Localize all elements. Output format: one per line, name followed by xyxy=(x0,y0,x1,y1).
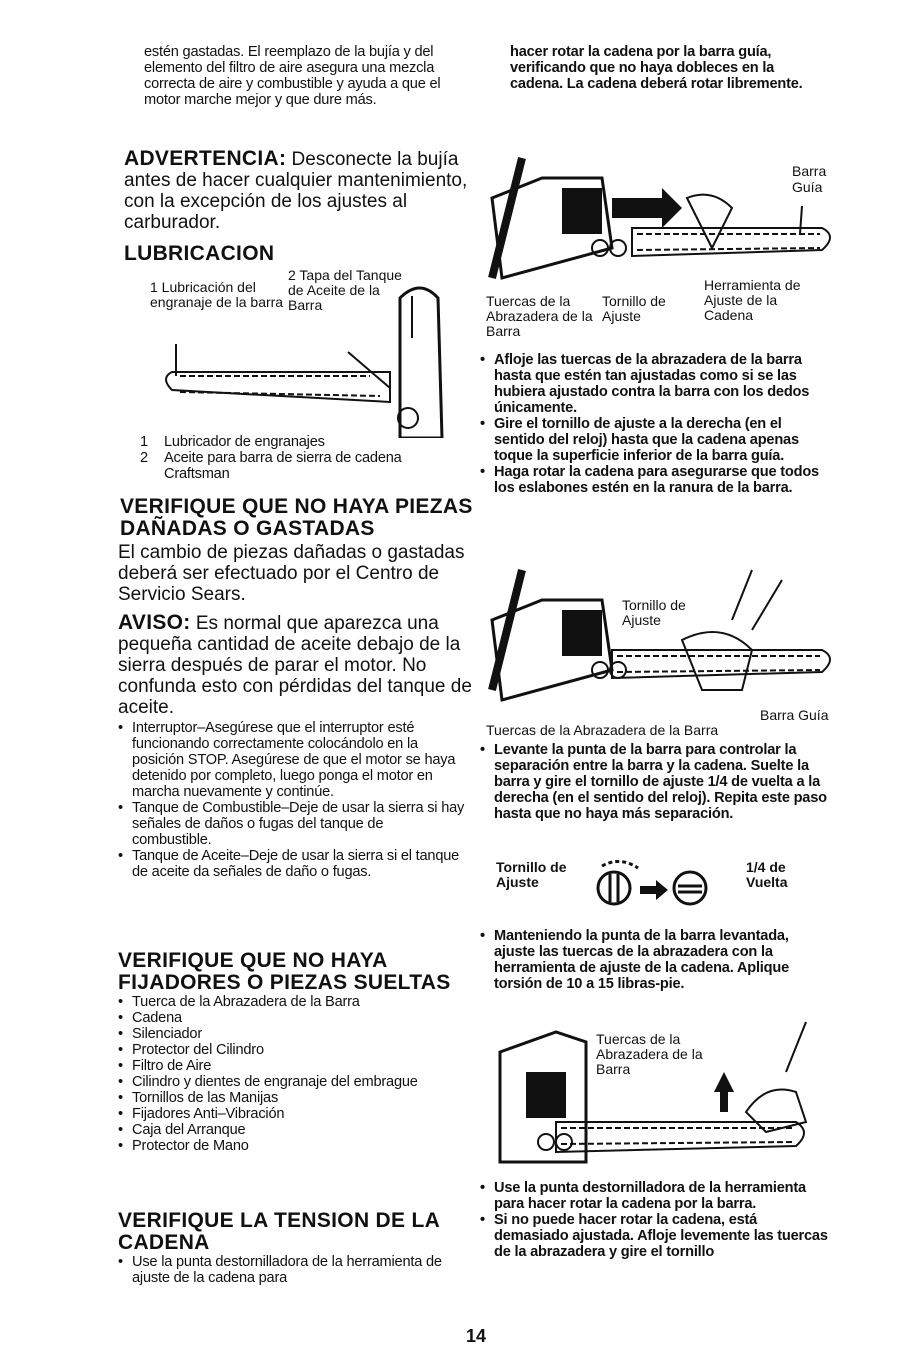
fig1-label-guia: Guía xyxy=(792,179,823,195)
lub-list-text: Lubricador de engranajes xyxy=(164,434,325,450)
lubrication-heading: LUBRICACION xyxy=(124,242,275,265)
lub-label-1: 1 Lubricación del engranaje de la barra xyxy=(150,279,284,310)
warning-keyword: ADVERTENCIA: xyxy=(124,147,287,170)
lub-list-number: 2 xyxy=(140,450,148,466)
list-item: • Filtro de Aire xyxy=(118,1058,418,1074)
adjustment-figure-2 xyxy=(482,560,842,740)
fig3-label-vuelta: 1/4 de Vuelta xyxy=(746,859,788,890)
adjustment-figure-1 xyxy=(482,138,842,358)
notice-text: Es normal que aparezca una pequeña cantidad de aceite debajo de la sierra después de parar el motor. No confunda esto con pérdidas del tanque de aceite. xyxy=(118,613,472,718)
list-item: • Afloje las tuercas de la abrazadera de la barra hasta que estén tan ajustadas como si se las hubiera ajustado contra la barra con los dedos únicamente. xyxy=(480,352,832,416)
fig1-label-tuercas: Tuercas de la Abrazadera de la Barra xyxy=(486,293,593,339)
list-item: • Manteniendo la punta de la barra levantada, ajuste las tuercas de la abrazadera con la herramienta de ajuste de la cadena. Aplique torsión de 10 a 15 libras-pie. xyxy=(480,928,832,992)
list-item: • Levante la punta de la barra para controlar la separación entre la barra y la cadena. Suelte la barra y gire el tornillo de ajuste 1/4 de vuelta a la derecha (en el sentido del reloj). Repita este paso hasta que no haya más separación. xyxy=(480,742,832,822)
intro-paragraph: estén gastadas. El reemplazo de la bujía y del elemento del filtro de aire asegura una mezcla correcta de aire y combustible y ayuda a que el motor marche mejor y que dure más. xyxy=(144,44,441,108)
tension-heading: VERIFIQUE LA TENSION DE LA CADENA xyxy=(118,1209,440,1254)
notice-keyword: AVISO: xyxy=(118,611,191,634)
lubrication-figure xyxy=(150,268,450,438)
list-item: • Haga rotar la cadena para asegurarse que todos los eslabones estén en la ranura de la barra. xyxy=(480,464,832,496)
fig2-label-tornillo: Tornillo de Ajuste xyxy=(622,597,686,628)
adjust-bullets-4 xyxy=(480,1180,832,1260)
adjustment-figure-3 xyxy=(490,856,830,912)
worn-parts-heading: VERIFIQUE QUE NO HAYA PIEZAS DAÑADAS O GASTADAS xyxy=(120,495,473,540)
adjust-bullets-3 xyxy=(480,928,832,992)
lub-list-item-1 xyxy=(140,434,440,450)
fig3-label-tornillo: Tornillo de Ajuste xyxy=(496,859,567,890)
lubrication-list xyxy=(140,434,440,482)
loose-parts-bullets xyxy=(118,994,418,1154)
list-item: • Interruptor–Asegúrese que el interruptor esté funcionando correctamente colocándolo en la posición STOP. Asegúrese de que el motor se haya detenido por completo, luego ponga el motor en marcha nuevamente y continúe. xyxy=(118,720,466,800)
fig2-label-tuercas: Tuercas de la Abrazadera de la Barra xyxy=(486,722,719,738)
adjustment-figure-4 xyxy=(496,1012,816,1172)
adjust-bullets-2 xyxy=(480,742,832,822)
fig1-label-barra: Barra xyxy=(792,163,827,179)
lub-label-2: 2 Tapa del Tanque de Aceite de la Barra xyxy=(288,267,402,313)
list-item: • Tanque de Combustible–Deje de usar la sierra si hay señales de daños o fugas del tanque de combustible. xyxy=(118,800,466,848)
loose-parts-heading: VERIFIQUE QUE NO HAYA FIJADORES O PIEZAS SUELTAS xyxy=(118,949,451,994)
warning-paragraph xyxy=(124,148,476,233)
warning-text: Desconecte la bujía antes de hacer cualquier mantenimiento, con la excepción de los ajustes al carburador. xyxy=(124,149,468,233)
worn-parts-text: El cambio de piezas dañadas o gastadas deberá ser efectuado por el Centro de Servicio Sears. xyxy=(118,542,465,605)
list-item: • Protector del Cilindro xyxy=(118,1042,418,1058)
list-item: • Gire el tornillo de ajuste a la derecha (en el sentido del reloj) hasta que la cadena apenas toque la superficie inferior de la barra guía. xyxy=(480,416,832,464)
list-item: • Fijadores Anti–Vibración xyxy=(118,1106,418,1122)
page-number: 14 xyxy=(466,1326,487,1346)
list-item: • Use la punta destornilladora de la herramienta de ajuste de la cadena para xyxy=(118,1254,448,1286)
list-item: • Caja del Arranque xyxy=(118,1122,418,1138)
list-item: • Tornillos de las Manijas xyxy=(118,1090,418,1106)
list-item: • Use la punta destornilladora de la herramienta para hacer rotar la cadena por la barra. xyxy=(480,1180,832,1212)
fig4-label-tuercas: Tuercas de la Abrazadera de la Barra xyxy=(596,1031,703,1077)
list-item: • Si no puede hacer rotar la cadena, está demasiado ajustada. Afloje levemente las tuercas de la abrazadera y gire el tornillo xyxy=(480,1212,832,1260)
list-item: • Cadena xyxy=(118,1010,418,1026)
list-item: • Cilindro y dientes de engranaje del embrague xyxy=(118,1074,418,1090)
right-intro-paragraph: hacer rotar la cadena por la barra guía, verificando que no haya dobleces en la cadena. La cadena deberá rotar libremente. xyxy=(510,44,803,92)
lub-list-number: 1 xyxy=(140,434,148,450)
fig1-label-herramienta: Herramienta de Ajuste de la Cadena xyxy=(704,277,801,323)
lub-list-text: Aceite para barra de sierra de cadena Craftsman xyxy=(164,450,402,482)
list-item: • Tanque de Aceite–Deje de usar la sierra si el tanque de aceite da señales de daño o fugas. xyxy=(118,848,466,880)
list-item: • Silenciador xyxy=(118,1026,418,1042)
list-item: • Tuerca de la Abrazadera de la Barra xyxy=(118,994,418,1010)
fig2-label-barra-guia: Barra Guía xyxy=(760,707,829,723)
notice-paragraph xyxy=(118,612,474,718)
tension-bullets xyxy=(118,1254,448,1286)
worn-parts-bullets xyxy=(118,720,466,880)
adjust-bullets-1 xyxy=(480,352,832,496)
fig1-label-tornillo: Tornillo de Ajuste xyxy=(602,293,666,324)
list-item: • Protector de Mano xyxy=(118,1138,418,1154)
lub-list-item-2 xyxy=(140,450,404,482)
